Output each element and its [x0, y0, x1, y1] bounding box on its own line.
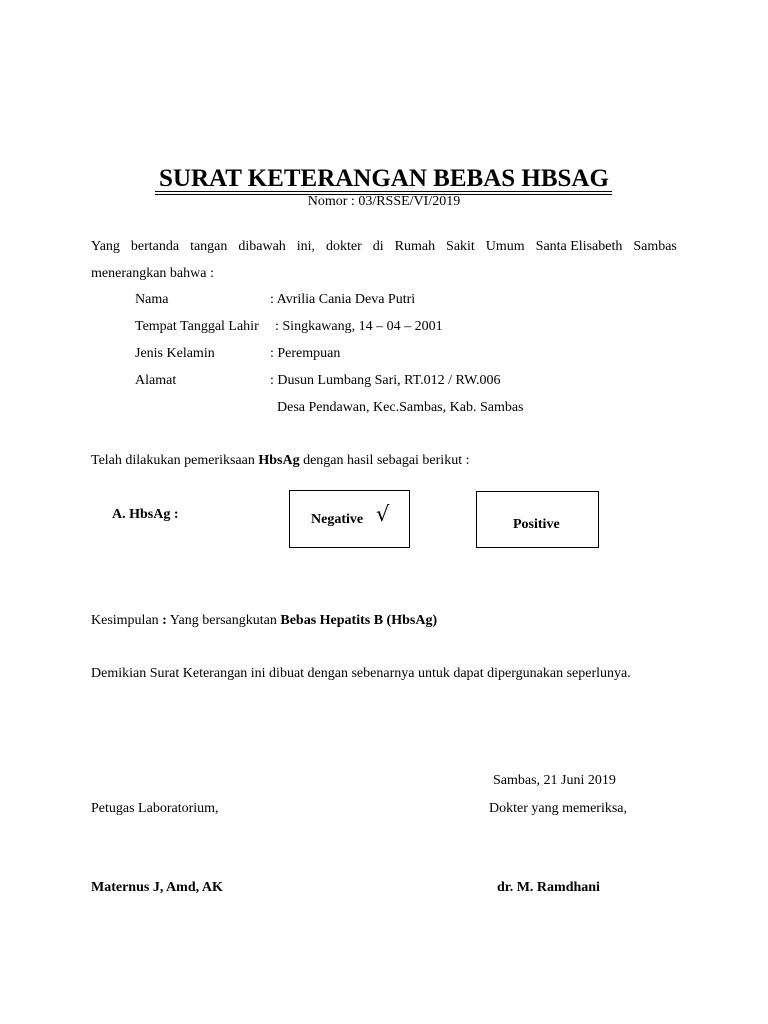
left-signatory-name: Maternus J, Amd, AK	[91, 880, 223, 895]
intro-word: dokter	[326, 239, 362, 254]
right-signatory-name: dr. M. Ramdhani	[497, 880, 600, 895]
intro-word: Rumah	[394, 239, 436, 254]
document-number: Nomor : 03/RSSE/VI/2019	[307, 194, 461, 209]
intro-paragraph-line-1	[91, 240, 677, 254]
exam-statement	[91, 454, 469, 468]
gender-value: : Perempuan	[270, 346, 341, 361]
document-title: SURAT KETERANGAN BEBAS HBSAG	[159, 165, 609, 192]
exam-statement-pre: Telah dilakukan pemeriksaan	[91, 453, 259, 468]
address-value-line-2: Desa Pendawan, Kec.Sambas, Kab. Sambas	[277, 400, 524, 415]
right-signatory-role: Dokter yang memeriksa,	[489, 801, 628, 816]
intro-word: Sambas	[633, 239, 677, 254]
name-label: Nama	[135, 292, 169, 307]
result-label: A. HbsAg :	[112, 507, 179, 522]
intro-word: Yang	[91, 239, 120, 254]
title-underline	[155, 191, 612, 192]
birth-label: Tempat Tanggal Lahir	[135, 319, 259, 334]
intro-paragraph-line-2: menerangkan bahwa :	[91, 266, 214, 281]
check-mark-icon: √	[376, 502, 390, 526]
gender-label: Jenis Kelamin	[135, 346, 215, 361]
intro-word: bertanda	[130, 239, 180, 254]
place-date: Sambas, 21 Juni 2019	[493, 773, 616, 788]
closing-statement: Demikian Surat Keterangan ini dibuat dengan sebenarnya untuk dapat dipergunakan seperlunya.	[91, 666, 631, 681]
name-value: : Avrilia Cania Deva Putri	[270, 292, 416, 307]
intro-word: tangan	[190, 239, 228, 254]
exam-statement-post: dengan hasil sebagai berikut :	[299, 453, 470, 468]
intro-word: Santa Elisabeth	[535, 239, 623, 254]
conclusion	[91, 614, 437, 628]
left-signatory-role: Petugas Laboratorium,	[91, 801, 219, 816]
conclusion-middle: Yang bersangkutan	[166, 613, 281, 628]
intro-word: dibawah	[238, 239, 286, 254]
intro-word: di	[372, 239, 384, 254]
birth-value: : Singkawang, 14 – 04 – 2001	[275, 319, 443, 334]
negative-label: Negative	[311, 512, 364, 527]
positive-result-box	[476, 491, 599, 548]
exam-test-name: HbsAg	[258, 453, 300, 468]
address-value-line-1: : Dusun Lumbang Sari, RT.012 / RW.006	[270, 373, 501, 388]
positive-label: Positive	[513, 517, 560, 532]
conclusion-colon: :	[162, 613, 167, 628]
conclusion-pre: Kesimpulan	[91, 613, 163, 628]
intro-word: ini,	[296, 239, 316, 254]
intro-word: Sakit	[446, 239, 475, 254]
intro-word: Umum	[485, 239, 525, 254]
conclusion-result: Bebas Hepatits B (HbsAg)	[280, 613, 438, 628]
address-label: Alamat	[135, 373, 177, 388]
negative-result-box	[289, 490, 410, 548]
